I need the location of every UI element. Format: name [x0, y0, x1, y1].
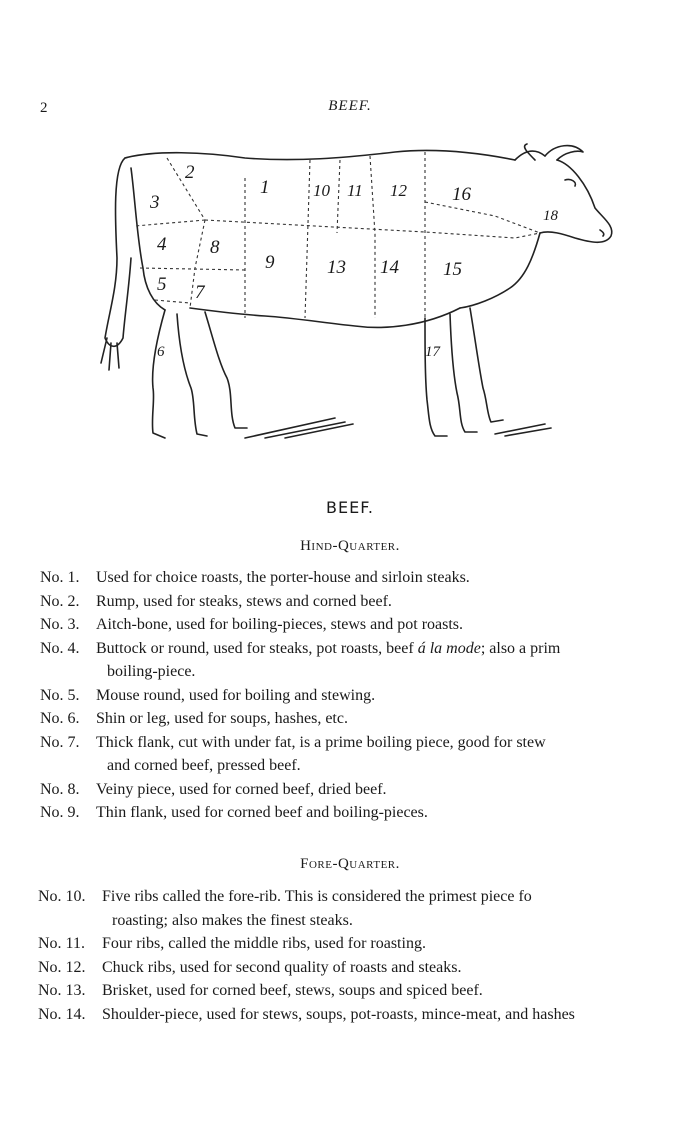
entry-text: Rump, used for steaks, stews and corned beef. — [96, 592, 392, 610]
fore-quarter-list — [0, 885, 700, 1026]
entry-text: Shin or leg, used for soups, hashes, etc. — [96, 710, 348, 727]
cut-label-7: 7 — [195, 282, 205, 303]
entry-text: Aitch-bone, used for boiling-pieces, stews and pot roasts. — [96, 616, 464, 633]
list-item — [0, 956, 700, 980]
entry-text: Four ribs, called the middle ribs, used for roasting. — [102, 935, 426, 952]
entry-number: No. 4. — [40, 639, 80, 657]
cut-label-16: 16 — [452, 184, 471, 205]
entry-text: Thin flank, used for corned beef and boiling-pieces. — [96, 804, 428, 821]
cut-label-18: 18 — [543, 208, 558, 224]
list-item — [0, 590, 700, 614]
cut-label-11: 11 — [347, 181, 363, 200]
hind-quarter-title: Hind-Quarter. — [300, 538, 400, 554]
list-item — [0, 613, 700, 637]
entry-number: No. 2. — [40, 592, 80, 610]
list-item — [0, 684, 700, 708]
cut-label-4: 4 — [157, 234, 167, 255]
entry-text: Chuck ribs, used for second quality of roasts and steaks. — [102, 958, 462, 976]
cut-label-12: 12 — [390, 181, 407, 200]
entry-continuation: boiling-piece. — [107, 663, 196, 680]
list-item — [0, 707, 700, 731]
list-item — [0, 637, 700, 684]
italic-phrase: á la mode — [417, 639, 481, 657]
entry-number: No. 11. — [38, 935, 85, 952]
entry-number: No. 8. — [40, 780, 80, 798]
list-item — [0, 885, 700, 932]
list-item — [0, 778, 700, 802]
entry-number: No. 12. — [38, 958, 86, 976]
entry-text: Mouse round, used for boiling and stewing. — [96, 686, 376, 704]
entry-text: Buttock or round, used for steaks, pot roasts, beef á la mode; also a prim — [96, 639, 561, 657]
cut-label-3: 3 — [150, 192, 160, 213]
entry-text: Brisket, used for corned beef, stews, soups and spiced beef. — [102, 982, 483, 999]
list-item — [0, 566, 700, 590]
list-item — [0, 731, 700, 778]
cut-label-5: 5 — [157, 274, 167, 295]
cut-label-13: 13 — [327, 257, 346, 278]
entry-number: No. 5. — [40, 686, 80, 704]
main-title: BEEF. — [326, 498, 374, 517]
entry-number: No. 13. — [38, 982, 86, 999]
entry-number: No. 7. — [40, 733, 80, 751]
page-number: 2 — [40, 100, 48, 116]
cut-label-17: 17 — [425, 344, 440, 360]
beef-cuts-illustration — [95, 138, 625, 458]
entry-number: No. 3. — [40, 616, 80, 633]
entry-text: Five ribs called the fore-rib. This is considered the primest piece fo — [102, 888, 532, 905]
list-item — [0, 1003, 700, 1027]
entry-text: Shoulder-piece, used for stews, soups, pot-roasts, mince-meat, and hashes — [102, 1005, 575, 1023]
entry-text: Used for choice roasts, the porter-house and sirloin steaks. — [96, 569, 470, 586]
list-item — [0, 979, 700, 1003]
entry-number: No. 10. — [38, 888, 86, 905]
cut-label-8: 8 — [210, 237, 220, 258]
entry-continuation: and corned beef, pressed beef. — [107, 757, 301, 774]
cut-label-14: 14 — [380, 257, 399, 278]
running-head: BEEF. — [328, 98, 372, 114]
cut-label-9: 9 — [265, 252, 275, 273]
list-item — [0, 801, 700, 825]
entry-number: No. 1. — [40, 569, 80, 586]
fore-quarter-title: Fore-Quarter. — [300, 856, 400, 872]
cut-label-15: 15 — [443, 259, 462, 280]
entry-continuation: roasting; also makes the finest steaks. — [112, 911, 353, 929]
cut-label-2: 2 — [185, 162, 195, 183]
cut-label-6: 6 — [157, 344, 165, 360]
entry-number: No. 9. — [40, 804, 80, 821]
cut-label-1: 1 — [260, 177, 270, 198]
entry-number: No. 14. — [38, 1005, 86, 1023]
list-item — [0, 932, 700, 956]
entry-number: No. 6. — [40, 710, 80, 727]
hind-quarter-list — [0, 566, 700, 825]
cut-label-10: 10 — [313, 181, 330, 200]
entry-text: Veiny piece, used for corned beef, dried beef. — [96, 780, 387, 798]
entry-text: Thick flank, cut with under fat, is a prime boiling piece, good for stew — [96, 733, 546, 751]
